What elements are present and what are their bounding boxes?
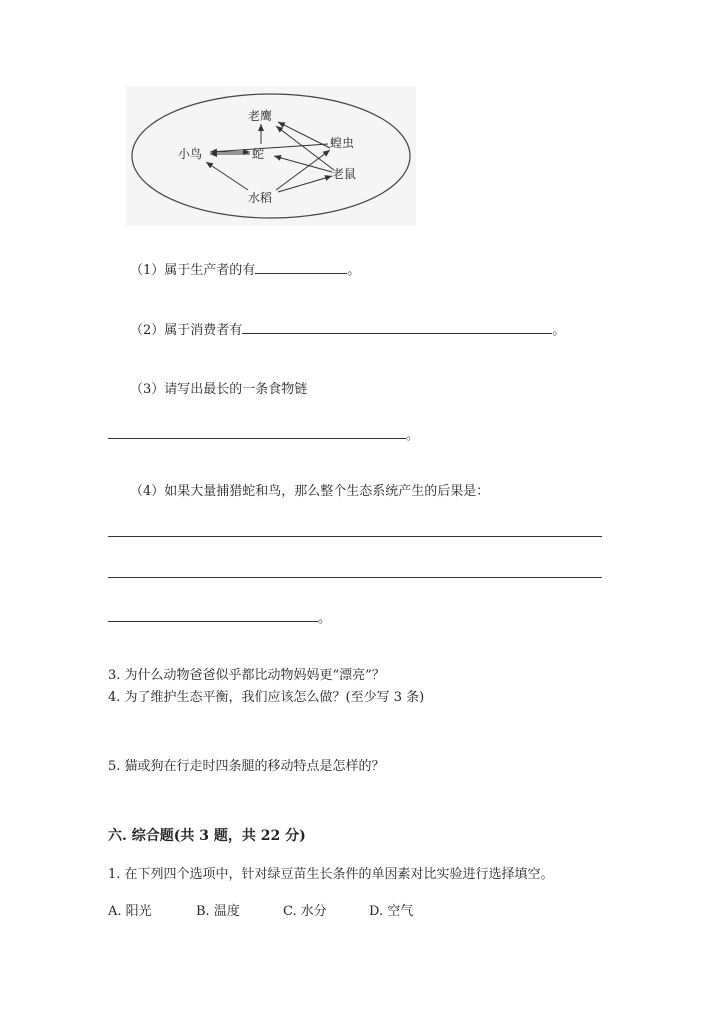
node-bird: 小鸟 [178, 147, 203, 161]
node-rice: 水稻 [248, 191, 273, 205]
subquestion-3: （3）请写出最长的一条食物链 [130, 382, 308, 397]
answer-line-2[interactable] [108, 577, 602, 578]
subquestion-4-end: 。 [318, 611, 332, 626]
arrow-mouse-eagle [276, 126, 334, 170]
subquestion-3-blank[interactable] [108, 424, 406, 439]
subquestion-1-end: 。 [347, 263, 361, 278]
arrow-rice-locust [276, 150, 330, 190]
question-3: 3. 为什么动物爸爸似乎都比动物妈妈更“漂亮”？ [108, 668, 385, 683]
option-c: C. 水分 [283, 904, 327, 919]
option-b: B. 温度 [196, 904, 240, 919]
subquestion-3-end: 。 [406, 428, 420, 443]
answer-line-1[interactable] [108, 536, 602, 537]
subquestion-2-text: （2）属于消费者有 [130, 323, 243, 338]
subquestion-3-answer [108, 424, 419, 443]
option-d: D. 空气 [369, 904, 414, 919]
subquestion-1-text: （1）属于生产者的有 [130, 263, 256, 278]
subquestion-4-answer [108, 607, 331, 626]
option-a: A. 阳光 [108, 904, 152, 919]
subquestion-4-blank[interactable] [108, 607, 318, 622]
section-question-1: 1. 在下列四个选项中，针对绿豆苗生长条件的单因素对比实验进行选择填空。 [108, 867, 554, 882]
node-locust: 蝗虫 [330, 136, 355, 150]
food-web-diagram [126, 86, 416, 226]
subquestion-1-blank[interactable] [255, 259, 347, 274]
node-mouse: 老鼠 [332, 167, 357, 181]
node-snake: 蛇 [252, 147, 265, 161]
food-web-figure [126, 86, 416, 226]
subquestion-2-blank[interactable] [242, 319, 552, 334]
arrow-locust-bird [210, 144, 328, 152]
subquestion-1 [130, 259, 360, 278]
section-heading: 六. 综合题(共 3 题，共 22 分) [108, 828, 306, 844]
arrow-rice-bird [206, 162, 248, 190]
question-5: 5. 猫或狗在行走时四条腿的移动特点是怎样的？ [108, 759, 385, 774]
question-4: 4. 为了维护生态平衡，我们应该怎么做？(至少写 3 条) [108, 690, 425, 705]
subquestion-2 [130, 319, 565, 338]
arrow-locust-eagle [278, 122, 330, 148]
arrow-rice-mouse [278, 176, 332, 192]
node-eagle: 老鹰 [248, 109, 273, 123]
subquestion-4: （4）如果大量捕猎蛇和鸟，那么整个生态系统产生的后果是： [130, 484, 490, 499]
subquestion-2-end: 。 [552, 323, 566, 338]
